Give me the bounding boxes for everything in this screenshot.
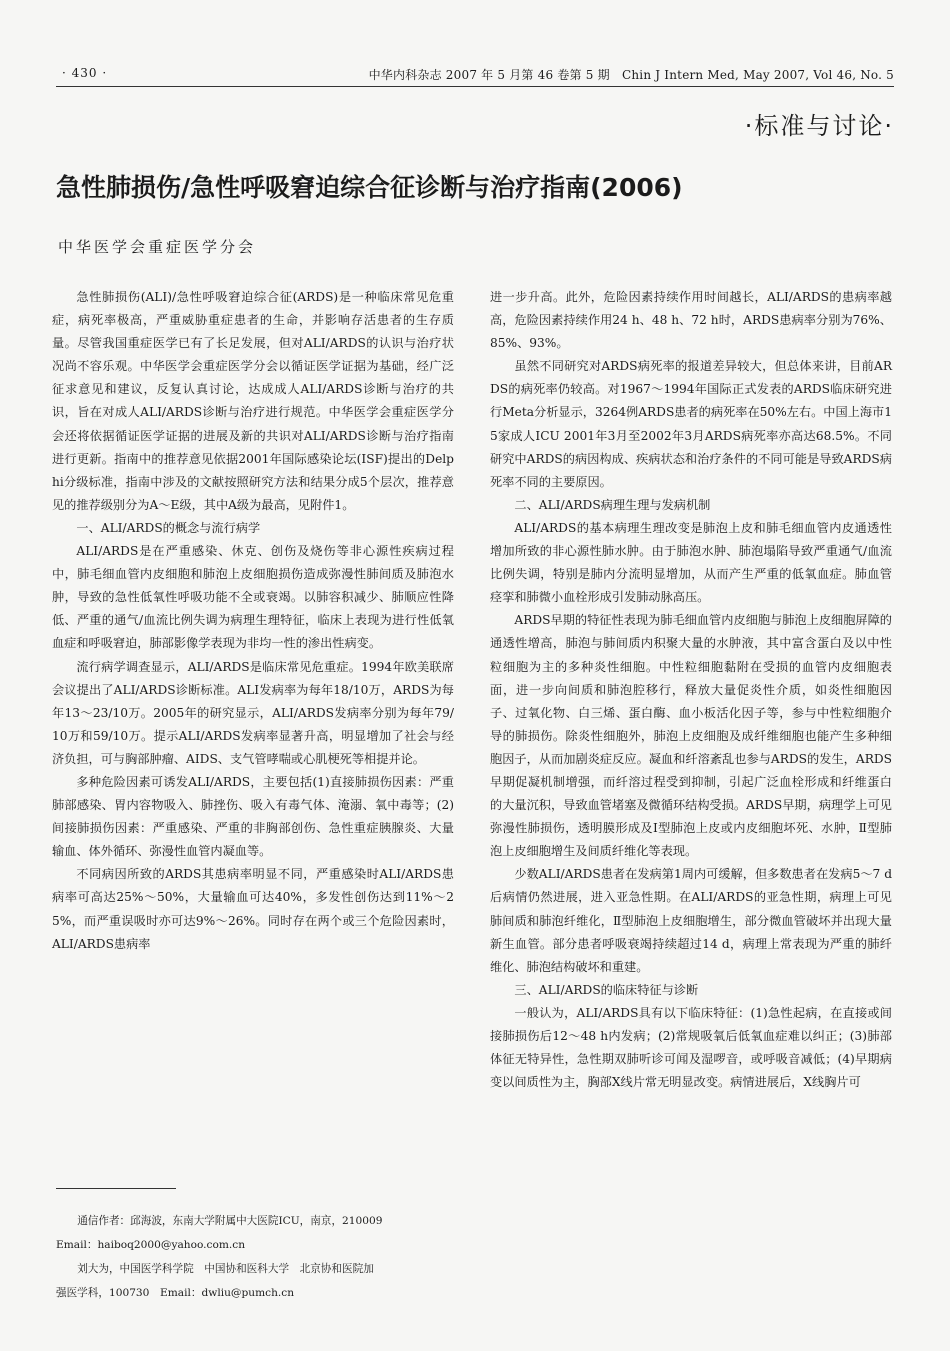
section-heading: 一、ALI/ARDS的概念与流行病学 [76, 520, 261, 535]
paragraph: ALI/ARDS的基本病理生理改变是肺泡上皮和肺毛细血管内皮通透性增加所致的非心源性肺水肿。由于肺泡水肿、肺泡塌陷导致严重通气/血流比例失调，特别是肺内分流明显增加，从而产生严重的低氧血症。肺血管痉挛和肺微小血栓形成引发肺动脉高压。 [490, 520, 892, 605]
journal-citation: 中华内科杂志 2007 年 5 月第 46 卷第 5 期 Chin J Intern Med, May 2007, Vol 46, No. 5 [368, 68, 894, 82]
correspondence-email: Email：haiboq2000@yahoo.com.cn [56, 1239, 246, 1251]
paragraph: ALI/ARDS是在严重感染、休克、创伤及烧伤等非心源性疾病过程中，肺毛细血管内皮细胞和肺泡上皮细胞损伤造成弥漫性肺间质及肺泡水肿，导致的急性低氧性呼吸功能不全或衰竭。以肺容积减少、肺顺应性降低、严重的通气/血流比例失调为病理生理特征，临床上表现为进行性低氧血症和呼吸窘迫，肺部影像学表现为非均一性的渗出性病变。 [52, 544, 454, 651]
paragraph: 流行病学调查显示，ALI/ARDS是临床常见危重症。1994年欧美联席会议提出了ALI/ARDS诊断标准。ALI发病率为每年18/10万，ARDS为每年13～23/10万。2005年的研究显示，ALI/ARDS发病率分别为每年79/10万和59/10万。提示ALI/ARDS发病率显著升高，明显增加了社会与经济负担，可与胸部肿瘤、AIDS、支气管哮喘或心肌梗死等相提并论。 [52, 659, 454, 766]
article-author: 中华医学会重症医学分会 [58, 238, 257, 256]
footnote-rule [56, 1188, 176, 1189]
paragraph: 一般认为，ALI/ARDS具有以下临床特征：(1)急性起病，在直接或间接肺损伤后12～48 h内发病；(2)常规吸氧后低氧血症难以纠正；(3)肺部体征无特异性，急性期双肺听诊可闻及湿啰音，或呼吸音减低；(4)早期病变以间质性为主，胸部X线片常无明显改变。病情进展后，X线胸片可 [490, 1005, 892, 1090]
correspondence-note: 通信作者：邱海波，东南大学附属中大医院ICU，南京，210009 [77, 1215, 383, 1227]
paragraph: 进一步升高。此外，危险因素持续作用时间越长，ALI/ARDS的患病率越高，危险因素持续作用24 h、48 h、72 h时，ARDS患病率分别为76%、85%、93%。 [490, 290, 892, 351]
paragraph: ARDS早期的特征性表现为肺毛细血管内皮细胞与肺泡上皮细胞屏障的通透性增高，肺泡与肺间质内积聚大量的水肿液，其中富含蛋白及以中性粒细胞为主的多种炎性细胞。中性粒细胞黏附在受损的血管内皮细胞表面，进一步向间质和肺泡腔移行，释放大量促炎性介质，如炎性细胞因子、过氧化物、白三烯、蛋白酶、血小板活化因子等，参与中性粒细胞介导的肺损伤。除炎性细胞外，肺泡上皮细胞及成纤维细胞也能产生多种细胞因子，从而加剧炎症反应。凝血和纤溶紊乱也参与ARDS的发生，ARDS早期促凝机制增强，而纤溶过程受到抑制，引起广泛血栓形成和纤维蛋白的大量沉积，导致血管堵塞及微循环结构受损。ARDS早期，病理学上可见弥漫性肺损伤，透明膜形成及Ⅰ型肺泡上皮或内皮细胞坏死、水肿，Ⅱ型肺泡上皮细胞增生及间质纤维化等表现。 [490, 613, 892, 859]
section-heading: 三、ALI/ARDS的临床特征与诊断 [514, 982, 699, 997]
section-label: ·标准与讨论· [744, 112, 894, 140]
paragraph: 少数ALI/ARDS患者在发病第1周内可缓解，但多数患者在发病5～7 d后病情仍然进展，进入亚急性期。在ALI/ARDS的亚急性期，病理上可见肺间质和肺泡纤维化，Ⅱ型肺泡上皮细胞增生，部分微血管破坏并出现大量新生血管。部分患者呼吸衰竭持续超过14 d，病理上常表现为严重的肺纤维化、肺泡结构破坏和重建。 [490, 867, 892, 974]
header-rule [56, 86, 894, 87]
second-author-note: 刘大为，中国医学科学院 中国协和医科大学 北京协和医院加 [77, 1263, 374, 1275]
second-author-note-cont: 强医学科，100730 Email：dwliu@pumch.cn [56, 1287, 295, 1299]
footnotes [56, 1209, 458, 1305]
paragraph: 虽然不同研究对ARDS病死率的报道差异较大，但总体来讲，目前ARDS的病死率仍较高。对1967～1994年国际正式发表的ARDS临床研究进行Meta分析显示，3264例ARDS患者的病死率在50%左右。中国上海市15家成人ICU 2001年3月至2002年3月ARDS病死率亦高达68.5%。不同研究中ARDS的病因构成、疾病状态和治疗条件的不同可能是导致ARDS病死率不同的主要原因。 [490, 359, 892, 489]
section-heading: 二、ALI/ARDS病理生理与发病机制 [514, 497, 711, 512]
paragraph: 多种危险因素可诱发ALI/ARDS，主要包括(1)直接肺损伤因素：严重肺部感染、胃内容物吸入、肺挫伤、吸入有毒气体、淹溺、氧中毒等；(2)间接肺损伤因素：严重感染、严重的非胸部创伤、急性重症胰腺炎、大量输血、体外循环、弥漫性血管内凝血等。 [52, 774, 454, 859]
article-title: 急性肺损伤/急性呼吸窘迫综合征诊断与治疗指南(2006) [56, 173, 683, 202]
left-column [52, 286, 454, 956]
paragraph: 不同病因所致的ARDS其患病率明显不同，严重感染时ALI/ARDS患病率可高达25%～50%，大量输血可达40%，多发性创伤达到11%～25%，而严重误吸时亦可达9%～26%。同时存在两个或三个危险因素时，ALI/ARDS患病率 [52, 867, 454, 951]
paragraph: 急性肺损伤(ALI)/急性呼吸窘迫综合征(ARDS)是一种临床常见危重症，病死率极高，严重威胁重症患者的生命，并影响存活患者的生存质量。尽管我国重症医学已有了长足发展，但对ALI/ARDS的认识与治疗状况尚不容乐观。中华医学会重症医学分会以循证医学证据为基础，经广泛征求意见和建议，反复认真讨论，达成成人ALI/ARDS诊断与治疗的共识，旨在对成人ALI/ARDS诊断与治疗进行规范。中华医学会重症医学分会还将依据循证医学证据的进展及新的共识对ALI/ARDS诊断与治疗指南进行更新。指南中的推荐意见依据2001年国际感染论坛(ISF)提出的Delphi分级标准，指南中涉及的文献按照研究方法和结果分成5个层次，推荐意见的推荐级别分为A～E级，其中A级为最高，见附件1。 [52, 290, 454, 512]
page-number: · 430 · [62, 66, 108, 80]
right-column [490, 286, 892, 1094]
